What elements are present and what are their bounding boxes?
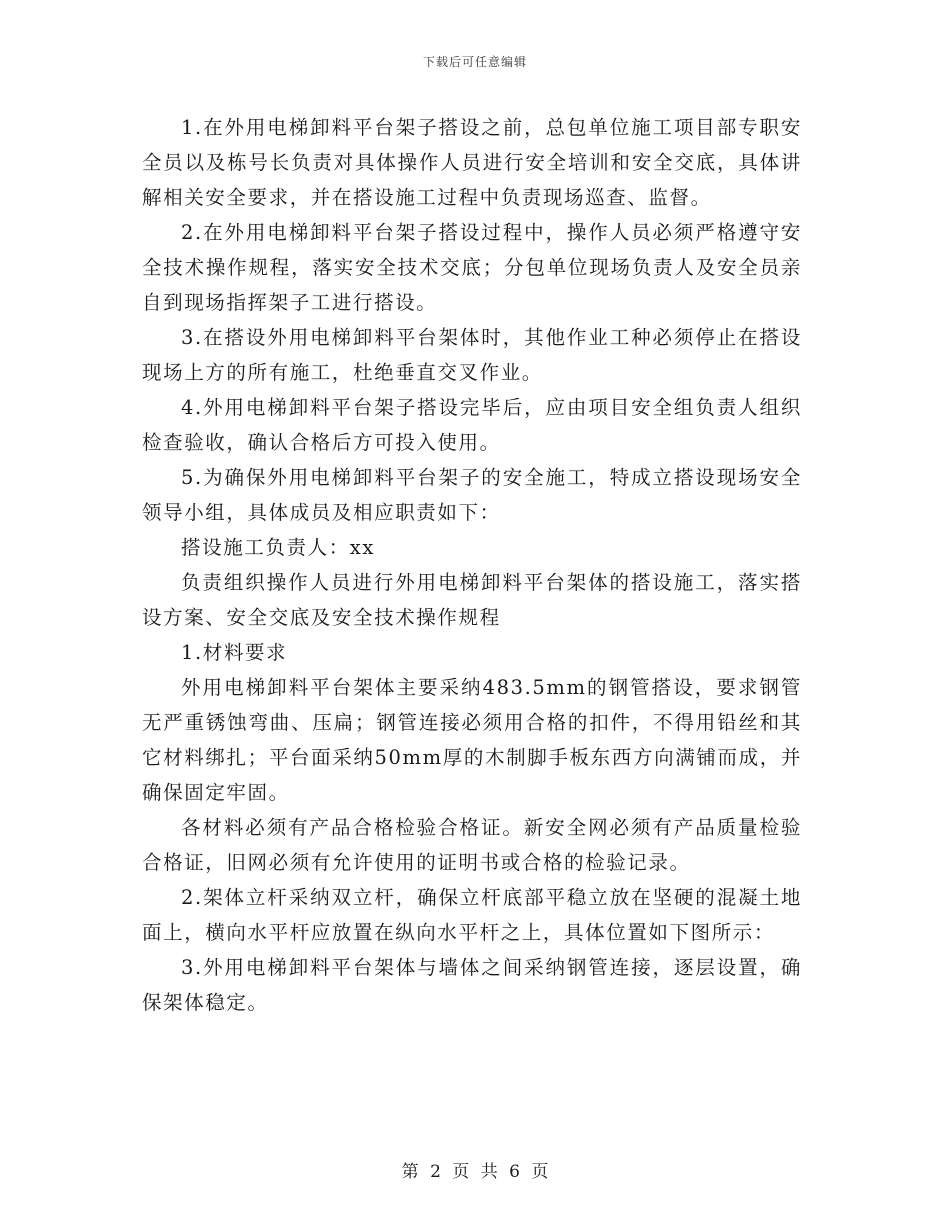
paragraph-10: 各材料必须有产品合格检验合格证。新安全网必须有产品质量检验合格证，旧网必须有允许使用的证明书或合格的检验记录。 [142,816,802,874]
paragraph-7: 负责组织操作人员进行外用电梯卸料平台架体的搭设施工，落实搭设方案、安全交底及安全技术操作规程 [142,571,802,629]
paragraph-12: 3.外用电梯卸料平台架体与墙体之间采纳钢管连接，逐层设置，确保架体稳定。 [142,956,802,1014]
page-number: 第 2 页 共 6 页 [401,1162,549,1182]
page-header: 下载后可任意编辑 [422,55,527,69]
document-body [142,110,802,1020]
paragraph-6: 搭设施工负责人：xx [181,536,375,559]
paragraph-4: 4.外用电梯卸料平台架子搭设完毕后，应由项目安全组负责人组织检查验收，确认合格后方可投入使用。 [142,396,802,454]
paragraph-11: 2.架体立杆采纳双立杆，确保立杆底部平稳立放在坚硬的混凝土地面上，横向水平杆应放置在纵向水平杆之上，具体位置如下图所示： [142,886,802,944]
paragraph-3: 3.在搭设外用电梯卸料平台架体时，其他作业工种必须停止在搭设现场上方的所有施工，杜绝垂直交叉作业。 [142,326,802,384]
paragraph-5: 5.为确保外用电梯卸料平台架子的安全施工，特成立搭设现场安全领导小组，具体成员及相应职责如下： [142,466,802,524]
paragraph-1: 1.在外用电梯卸料平台架子搭设之前，总包单位施工项目部专职安全员以及栋号长负责对具体操作人员进行安全培训和安全交底，具体讲解相关安全要求，并在搭设施工过程中负责现场巡查、监督。 [142,116,802,209]
paragraph-2: 2.在外用电梯卸料平台架子搭设过程中，操作人员必须严格遵守安全技术操作规程，落实安全技术交底；分包单位现场负责人及安全员亲自到现场指挥架子工进行搭设。 [142,221,802,314]
paragraph-9: 外用电梯卸料平台架体主要采纳483.5mm的钢管搭设，要求钢管无严重锈蚀弯曲、压扁；钢管连接必须用合格的扣件，不得用铅丝和其它材料绑扎；平台面采纳50mm厚的木制脚手板东西方向满铺而成，并确保固定牢固。 [142,676,802,804]
section-heading-materials: 1.材料要求 [181,641,288,664]
